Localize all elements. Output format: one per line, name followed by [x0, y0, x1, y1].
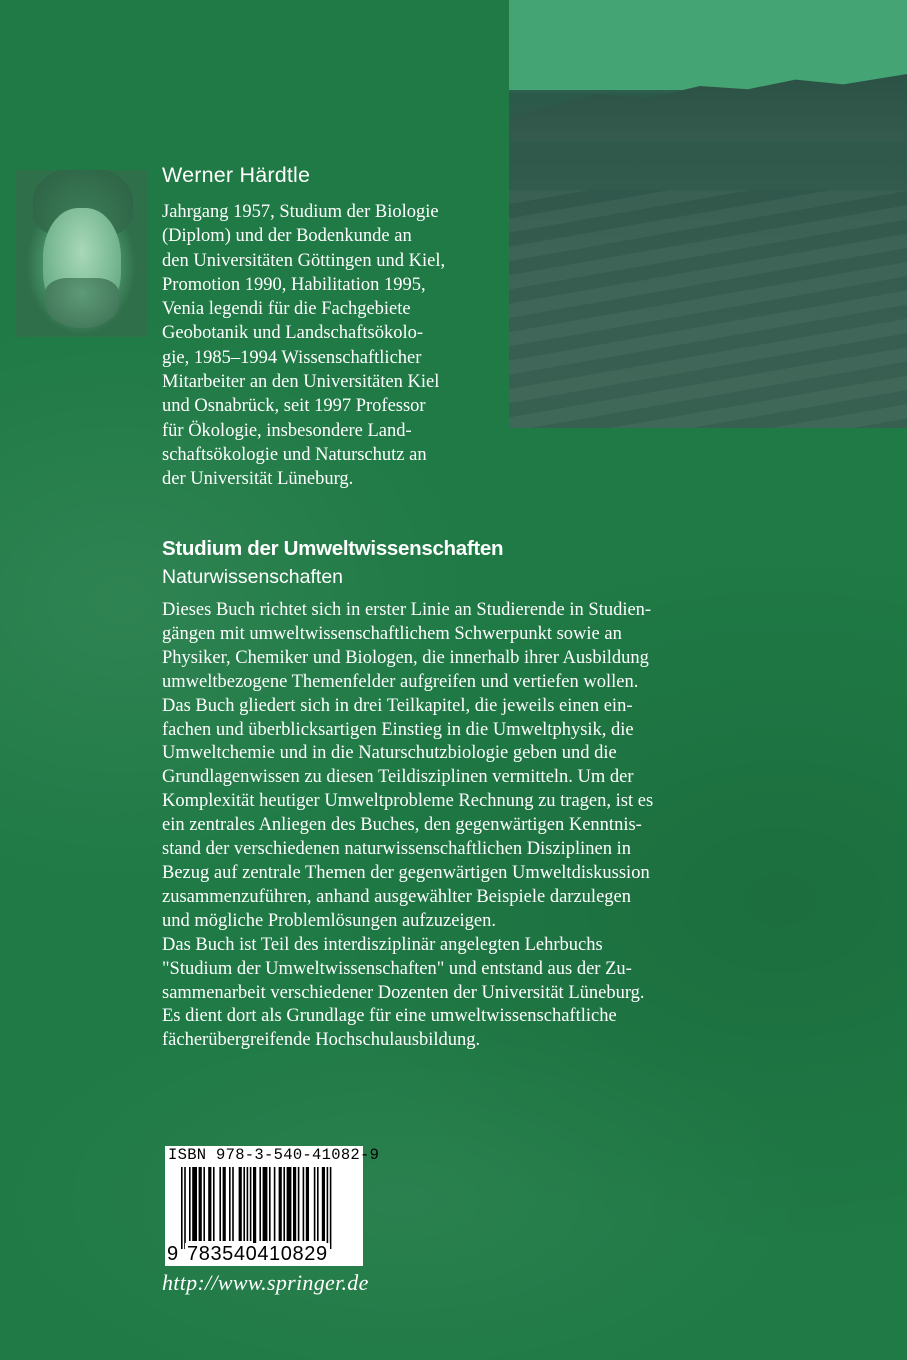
publisher-url: http://www.springer.de: [162, 1270, 369, 1295]
bio-line: den Universitäten Göttingen und Kiel,: [162, 250, 446, 271]
bio-line: (Diplom) und der Bodenkunde an: [162, 226, 412, 247]
description-line: stand der verschiedenen naturwissenschaftlichen Disziplinen in: [162, 839, 632, 860]
description-line: Umweltchemie und in die Naturschutzbiologie geben und die: [162, 743, 617, 764]
barcode-bar: [219, 1167, 221, 1241]
barcode-bar: [330, 1167, 332, 1249]
description-line: zusammenzuführen, anhand ausgewählter Beispiele darzulegen: [162, 886, 631, 907]
barcode-bar: [250, 1167, 252, 1241]
barcode-bar: [181, 1167, 183, 1249]
author-name: Werner Härdtle: [162, 163, 311, 187]
barcode-bar: [259, 1167, 261, 1241]
author-bio: [162, 200, 502, 492]
barcode-bar: [327, 1167, 329, 1249]
barcode-bar: [279, 1167, 282, 1241]
author-portrait: [15, 170, 148, 337]
description-line: Grundlagenwissen zu diesen Teildisziplinen vermitteln. Um der: [162, 767, 634, 788]
bio-line: Geobotanik und Landschaftsökolo-: [162, 323, 423, 344]
barcode-digit-first: 9: [167, 1243, 179, 1265]
bio-line: der Universität Lüneburg.: [162, 469, 354, 490]
description-line: Das Buch ist Teil des interdisziplinär angelegten Lehrbuchs: [162, 934, 603, 955]
description-line: Bezug auf zentrale Themen der gegenwärtigen Umweltdiskussion: [162, 862, 650, 883]
barcode-bar: [223, 1167, 226, 1241]
description-line: "Studium der Umweltwissenschaften" und entstand aus der Zu-: [162, 958, 632, 979]
bio-line: Promotion 1990, Habilitation 1995,: [162, 274, 426, 295]
barcode-bar: [199, 1167, 202, 1241]
isbn-barcode: [165, 1146, 380, 1266]
description-line: sammenarbeit verschiedener Dozenten der Universität Lüneburg.: [162, 982, 645, 1003]
book-description: [162, 599, 722, 1053]
barcode-bar: [229, 1167, 231, 1241]
description-line: Es dient dort als Grundlage für eine umweltwissenschaftliche: [162, 1006, 617, 1027]
barcode-bar: [322, 1167, 325, 1241]
barcode-bar: [184, 1167, 186, 1249]
series-subtitle: Naturwissenschaften: [162, 566, 344, 588]
barcode-bar: [298, 1167, 300, 1241]
barcode-bar: [274, 1167, 276, 1241]
description-line: ein zentrales Anliegen des Buches, den gegenwärtigen Kenntnis-: [162, 815, 642, 836]
description-line: Dieses Buch richtet sich in erster Linie an Studierende in Studien-: [162, 600, 652, 620]
bio-line: Venia legendi für die Fachgebiete: [162, 299, 411, 320]
barcode-bar: [317, 1167, 319, 1241]
landscape-photo: [509, 0, 907, 428]
barcode-bar: [306, 1167, 309, 1241]
barcode-bar: [192, 1167, 197, 1241]
description-line: Das Buch gliedert sich in drei Teilkapitel, die jeweils einen ein-: [162, 695, 633, 716]
barcode-bar: [269, 1167, 271, 1241]
barcode-bar: [247, 1167, 249, 1241]
description-line: Physiker, Chemiker und Biologen, die innerhalb ihrer Ausbildung: [162, 647, 649, 668]
bio-line: für Ökologie, insbesondere Land-: [162, 420, 412, 441]
barcode-bar: [213, 1167, 215, 1241]
barcode-digits: 783540410829: [187, 1243, 328, 1265]
barcode-bar: [203, 1167, 205, 1241]
barcode-bar: [208, 1167, 211, 1241]
barcode-bars: [165, 1167, 363, 1255]
description-line: fachen und überblicksartigen Einstieg in die Umweltphysik, die: [162, 719, 634, 740]
bio-line: Jahrgang 1957, Studium der Biologie: [162, 202, 439, 222]
barcode-bar: [314, 1167, 316, 1241]
barcode-bar: [253, 1167, 256, 1249]
description-line: gängen mit umweltwissenschaftlichem Schwerpunkt sowie an: [162, 623, 622, 644]
bio-line: schaftsökologie und Naturschutz an: [162, 444, 427, 465]
photo-sky: [509, 0, 907, 90]
description-line: und mögliche Problemlösungen aufzuzeigen.: [162, 910, 496, 931]
description-line: fächerübergreifende Hochschulausbildung.: [162, 1030, 481, 1051]
barcode-bar: [287, 1167, 292, 1241]
barcode-bar: [293, 1167, 296, 1241]
barcode-bar: [232, 1167, 234, 1241]
description-line: Komplexität heutiger Umweltprobleme Rechnung zu tragen, ist es: [162, 791, 654, 812]
description-line: umweltbezogene Themenfelder aufgreifen und vertiefen wollen.: [162, 671, 639, 692]
bio-line: und Osnabrück, seit 1997 Professor: [162, 396, 426, 417]
barcode-bar: [189, 1167, 191, 1241]
bio-line: Mitarbeiter an den Universitäten Kiel: [162, 372, 440, 393]
bio-line: gie, 1985–1994 Wissenschaftlicher: [162, 347, 422, 368]
barcode-bar: [243, 1167, 245, 1241]
photo-field: [509, 190, 907, 428]
barcode-bar: [283, 1167, 285, 1241]
barcode-bar: [239, 1167, 242, 1241]
barcode-bar: [303, 1167, 305, 1241]
barcode-bar: [263, 1167, 268, 1241]
isbn-text: ISBN 978-3-540-41082-9: [168, 1146, 380, 1164]
series-title: Studium der Umweltwissenschaften: [162, 537, 504, 560]
